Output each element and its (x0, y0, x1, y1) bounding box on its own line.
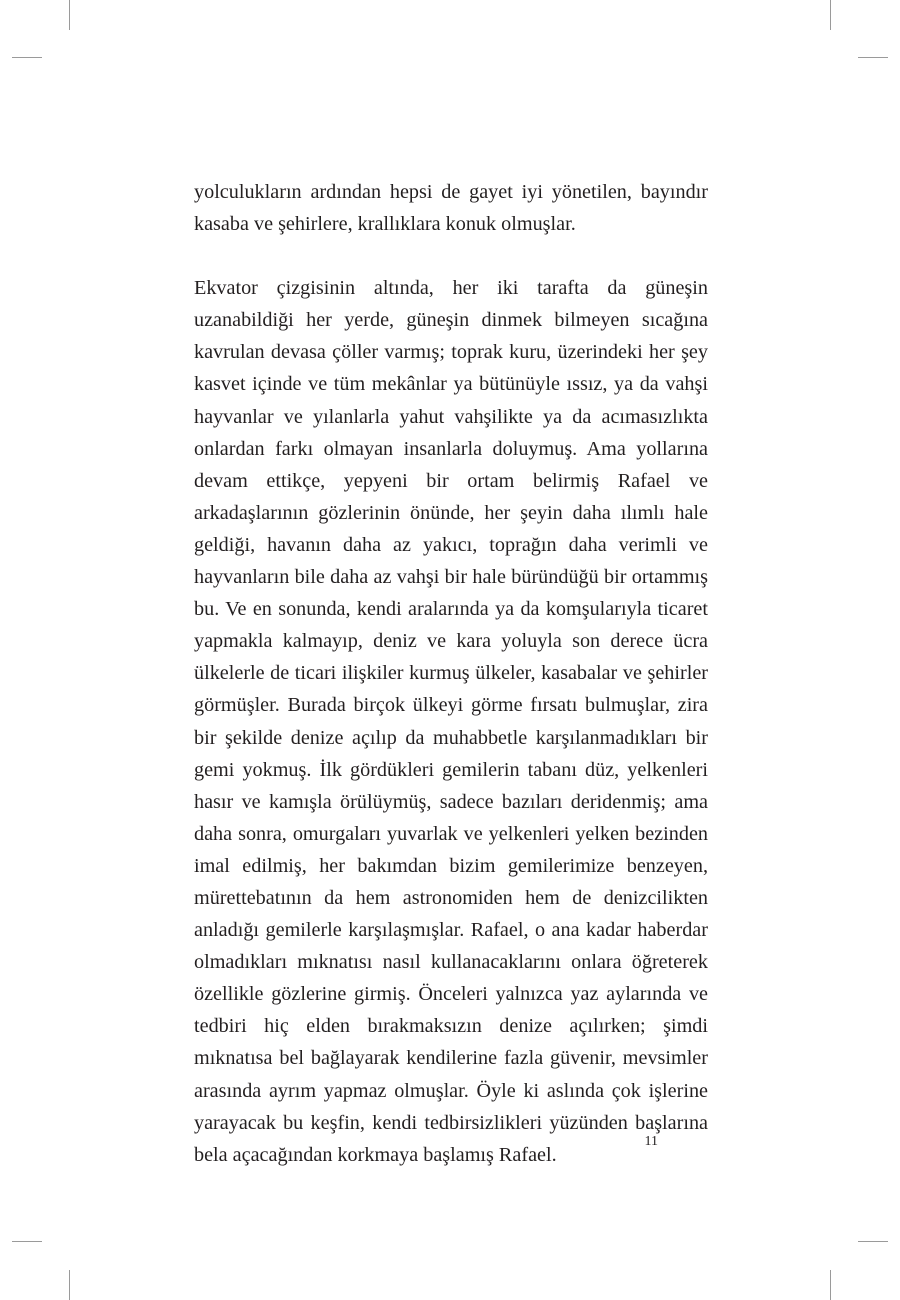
crop-mark-top-left-horizontal (12, 57, 42, 58)
crop-mark-bottom-right-vertical (830, 1270, 831, 1300)
body-text (194, 176, 708, 1171)
crop-mark-bottom-left-horizontal (12, 1241, 42, 1242)
crop-mark-bottom-right-horizontal (858, 1241, 888, 1242)
crop-mark-top-right-vertical (830, 0, 831, 30)
paragraph-1: yolculukların ardından hepsi de gayet iyi yönetilen, bayındır kasaba ve şehirlere, krallıklara konuk olmuşlar. (194, 181, 708, 236)
crop-mark-bottom-left-vertical (69, 1270, 70, 1300)
crop-mark-top-left-vertical (69, 0, 70, 30)
crop-mark-top-right-horizontal (858, 57, 888, 58)
paragraph-2: Ekvator çizgisinin altında, her iki tarafta da güneşin uzanabildiği her yerde, güneşin dinmek bilmeyen sıcağına kavrulan devasa çöller varmış; toprak kuru, üzerindeki her şey kasvet içinde ve tüm mekânlar ya bütünüyle ıssız, ya da vahşi hayvanlar ve yılanlarla yahut vahşilikte ya da acımasızlıkta onlardan farkı olmayan insanlarla doluymuş. Ama yollarına devam ettikçe, yepyeni bir ortam belirmiş Rafael ve arkadaşlarının gözlerinin önünde, her şeyin daha ılımlı hale geldiği, havanın daha az yakıcı, toprağın daha verimli ve hayvanların bile daha az vahşi bir hale büründüğü bir ortammış bu. Ve en sonunda, kendi aralarında ya da komşularıyla ticaret yapmakla kalmayıp, deniz ve kara yoluyla son derece ücra ülkelerle de ticari ilişkiler kurmuş ülkeler, kasabalar ve şehirler görmüşler. Burada birçok ülkeyi görme fırsatı bulmuşlar, zira bir şekilde denize açılıp da muhabbetle karşılanmadıkları bir gemi yokmuş. İlk gördükleri gemilerin tabanı düz, yelkenleri hasır ve kamışla örülüymüş, sadece bazıları deridenmiş; ama daha sonra, omurgaları yuvarlak ve yelkenleri yelken bezinden imal edilmiş, her bakımdan bizim gemilerimize benzeyen, mürettebatının da hem astronomiden hem de denizcilikten anladığı gemilerle karşılaşmışlar. Rafael, o ana kadar haberdar olmadıkları mıknatısı nasıl kullanacaklarını onlara öğreterek özellikle gözlerine girmiş. Önceleri yalnızca yaz aylarında ve tedbiri hiç elden bırakmaksızın denize açılırken; şimdi mıknatısa bel bağlayarak kendilerine fazla güvenir, mevsimler arasında ayrım yapmaz olmuşlar. Öyle ki aslında çok işlerine yarayacak bu keşfin, kendi tedbirsizlikleri yüzünden başlarına bela açacağından korkmaya başlamış Rafael. (194, 277, 708, 1166)
page-number: 11 (644, 1134, 658, 1149)
